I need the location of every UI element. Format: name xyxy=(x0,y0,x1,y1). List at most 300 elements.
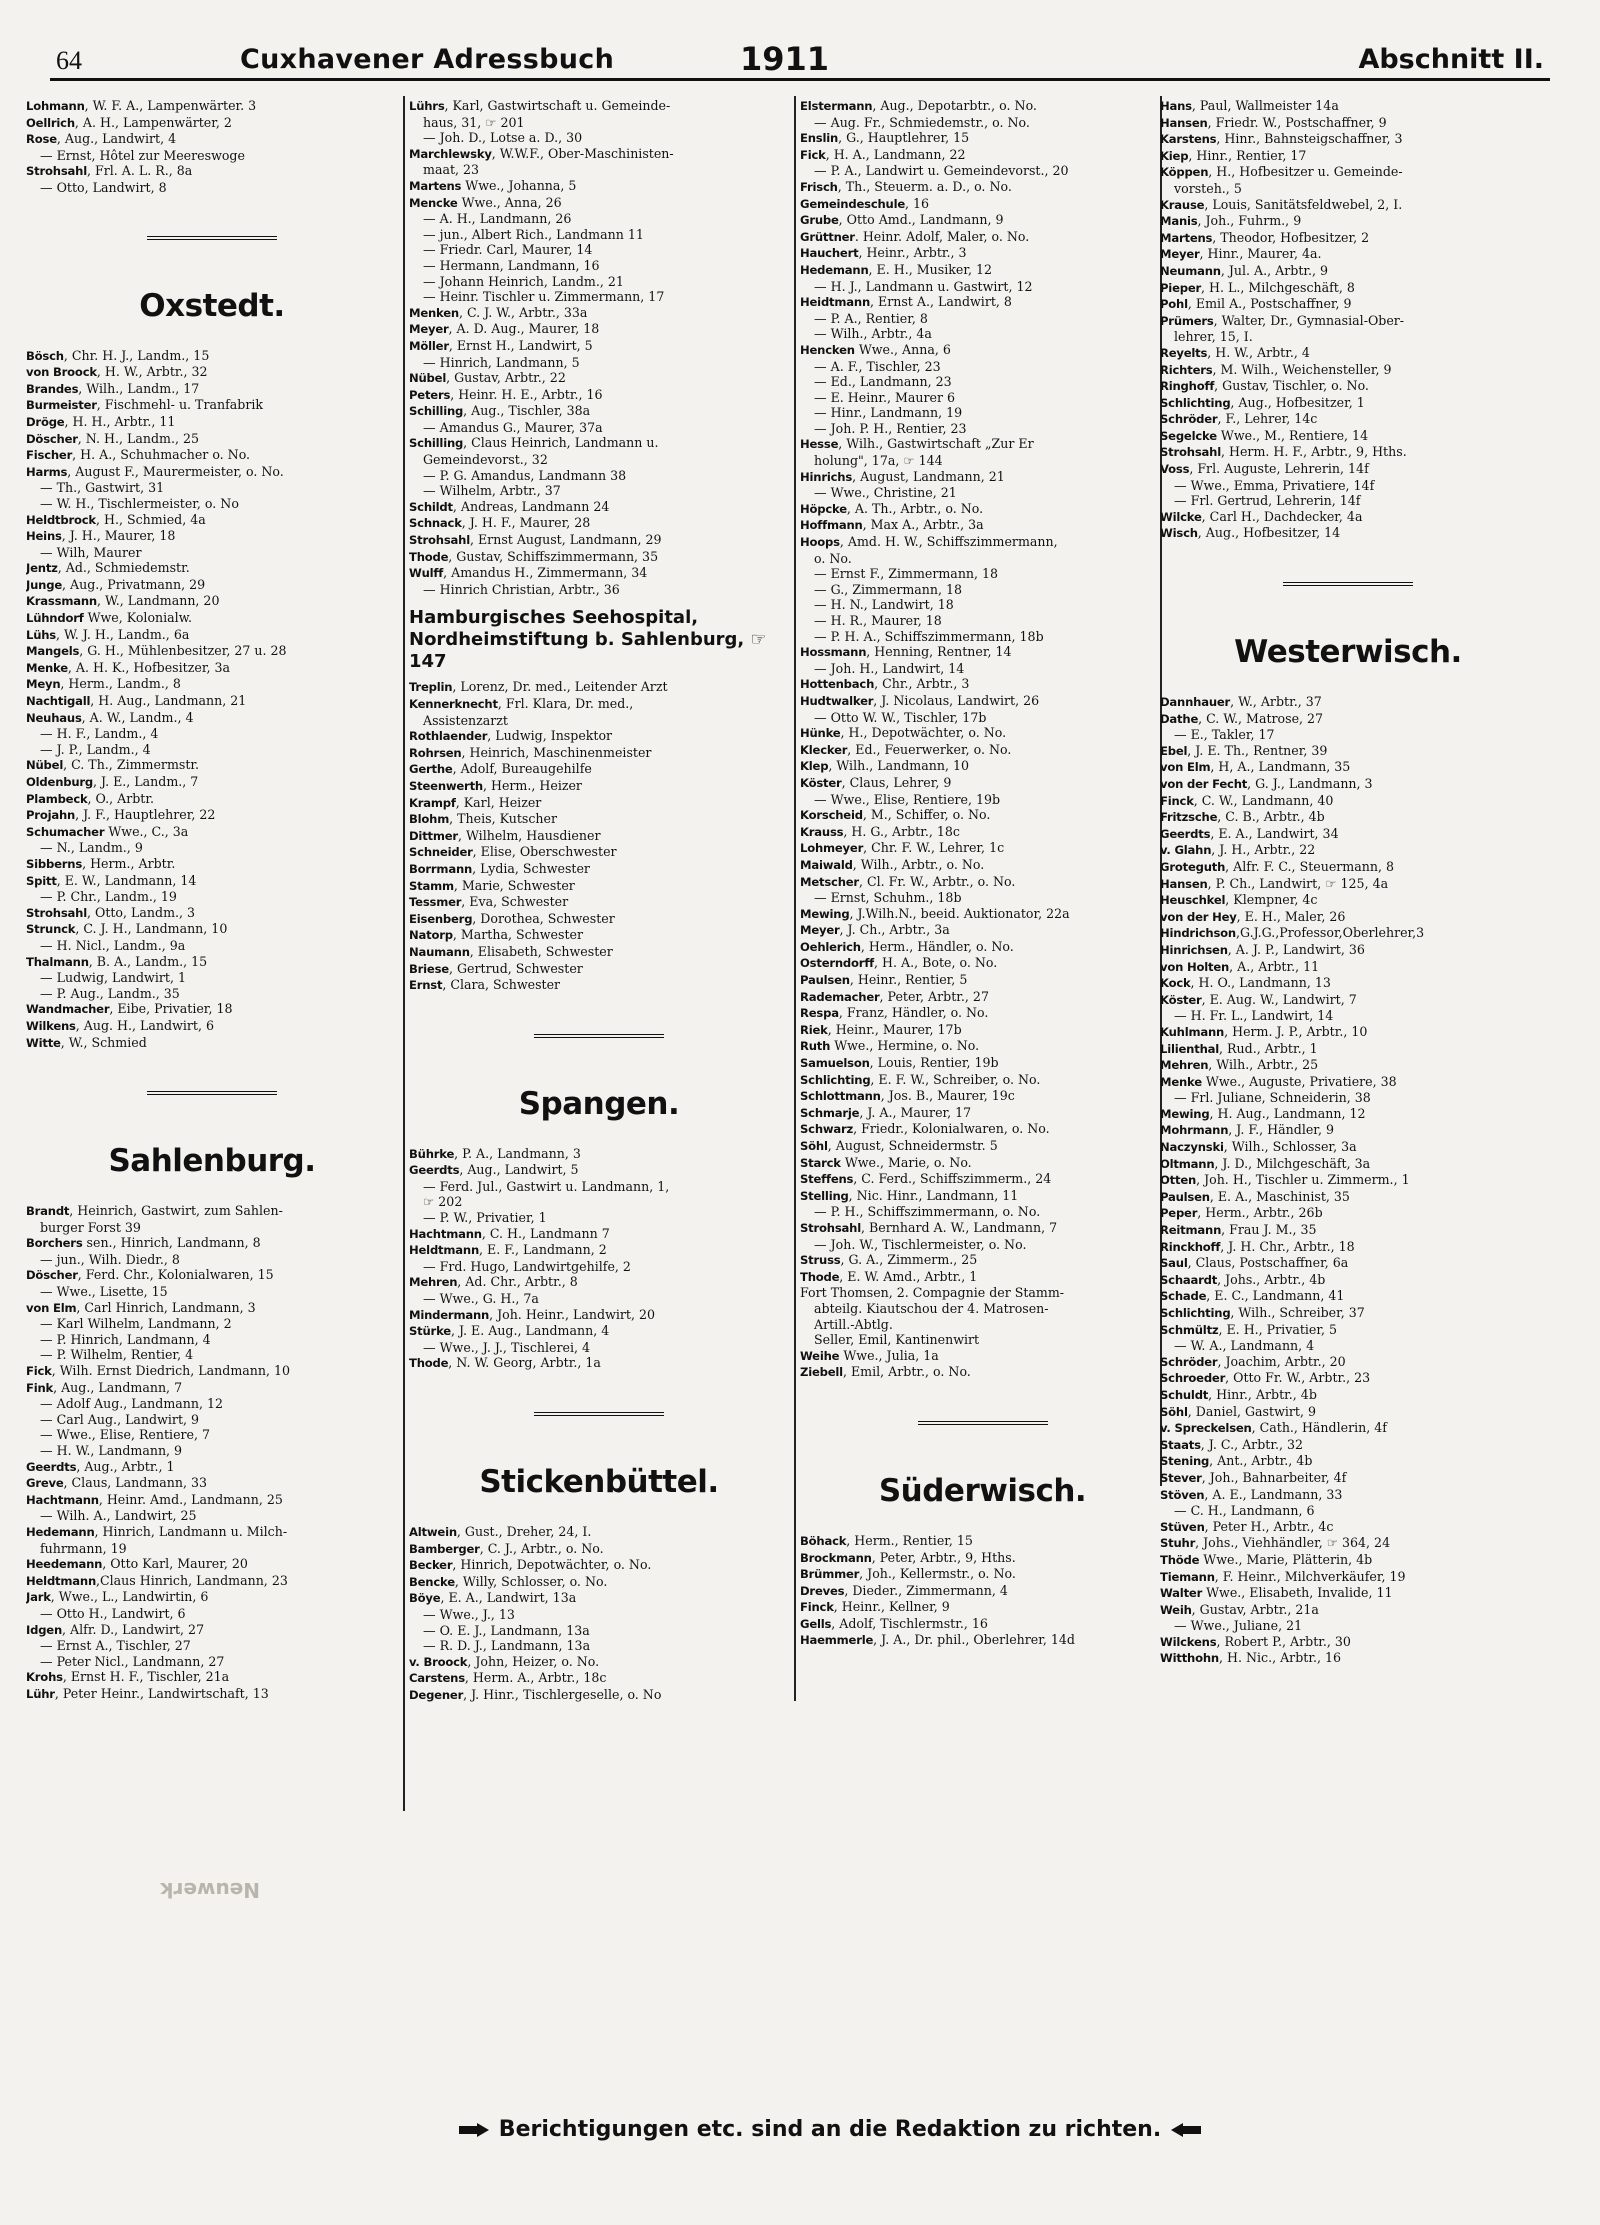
entry-surname: Fink xyxy=(26,1380,54,1395)
entry-details: — E. Heinr., Maurer 6 xyxy=(814,389,956,405)
entry-details: , A. W., Landm., 4 xyxy=(81,709,194,725)
column-divider xyxy=(794,96,796,1701)
directory-entry xyxy=(26,693,398,710)
entry-surname: Strohsahl xyxy=(800,1220,861,1235)
entry-details: , Jos. B., Maurer, 19c xyxy=(880,1088,1015,1104)
entry-surname: Schildt xyxy=(409,499,453,514)
entry-surname: Brandes xyxy=(26,381,79,396)
directory-entry xyxy=(1160,461,1536,478)
directory-entry xyxy=(1160,711,1536,728)
directory-entry xyxy=(1160,1437,1536,1454)
entry-details: , Daniel, Gastwirt, 9 xyxy=(1187,1403,1316,1419)
entry-surname: Köster xyxy=(1160,992,1202,1007)
entry-details: Wwe., Auguste, Privatiere, 38 xyxy=(1201,1073,1397,1089)
directory-entry xyxy=(800,758,1165,775)
directory-entry xyxy=(800,922,1165,939)
entry-details: , Aug., Depotarbtr., o. No. xyxy=(872,98,1037,113)
entry-surname: Meyn xyxy=(26,677,61,692)
directory-entry xyxy=(1160,1189,1536,1206)
directory-entry xyxy=(1160,1470,1536,1487)
directory-entry xyxy=(26,757,398,774)
directory-entry xyxy=(800,115,1165,131)
directory-entry xyxy=(26,905,398,922)
directory-entry xyxy=(409,811,789,828)
directory-entry xyxy=(1160,1503,1536,1519)
entry-details: , J.Wilh.N., beeid. Auktionator, 22a xyxy=(849,905,1070,921)
directory-entry xyxy=(1160,975,1536,992)
entry-details: , Martha, Schwester xyxy=(452,927,583,943)
entry-surname: Heins xyxy=(26,529,62,544)
entry-details: , Friedr. W., Postschaffner, 9 xyxy=(1207,114,1387,130)
entry-details: , H. O., Landmann, 13 xyxy=(1190,975,1331,991)
entry-details: , Aug. H., Landwirt, 6 xyxy=(75,1017,214,1033)
directory-entry xyxy=(1160,115,1536,132)
entry-surname: Degener xyxy=(409,1687,464,1702)
entry-details: — Aug. Fr., Schmiedemstr., o. No. xyxy=(814,114,1030,130)
directory-entry xyxy=(409,162,789,178)
directory-entry xyxy=(1160,525,1536,542)
entry-surname: Schlichting xyxy=(1160,395,1231,410)
entry-details: , Eibe, Privatier, 18 xyxy=(109,1001,233,1017)
entry-details: — G., Zimmermann, 18 xyxy=(814,581,963,597)
entry-surname: Finck xyxy=(800,1600,834,1615)
directory-entry xyxy=(1160,1387,1536,1404)
entry-surname: Voss xyxy=(1160,462,1190,477)
entry-details: — Otto W. W., Tischler, 17b xyxy=(814,709,987,725)
directory-entry xyxy=(26,921,398,938)
entry-surname: Hachtmann xyxy=(409,1226,482,1241)
directory-entry xyxy=(26,873,398,890)
entry-details: Wwe., Anna, 6 xyxy=(854,341,951,357)
directory-entry xyxy=(26,577,398,594)
directory-entry xyxy=(800,597,1165,613)
directory-entry xyxy=(800,890,1165,906)
directory-entry xyxy=(800,989,1165,1006)
entry-details: — Hinrich, Landmann, 5 xyxy=(423,354,580,370)
entry-surname: Tessmer xyxy=(409,895,462,910)
entry-details: , Joh. Heinr., Landwirt, 20 xyxy=(489,1306,656,1322)
directory-entry xyxy=(409,1541,789,1558)
entry-details: — Wwe., Christine, 21 xyxy=(814,485,957,501)
entry-details: — Wwe., J. J., Tischlerei, 4 xyxy=(423,1339,590,1355)
directory-entry xyxy=(26,1508,398,1524)
entry-surname: Ruth xyxy=(800,1039,831,1054)
entry-details: , J. E., Landm., 7 xyxy=(93,774,199,789)
entry-details: , H. Aug., Landmann, 12 xyxy=(1209,1105,1366,1121)
entry-surname: Hindrichson xyxy=(1160,926,1236,941)
entry-details: Wwe., Elisabeth, Invalide, 11 xyxy=(1202,1585,1393,1601)
entry-details: — jun., Albert Rich., Landmann 11 xyxy=(423,226,644,242)
entry-details: , Heinr., Arbtr., 3 xyxy=(858,245,967,261)
entry-surname: Meyer xyxy=(800,923,840,938)
directory-entry xyxy=(409,211,789,227)
entry-details: Wwe., Marie, Plätterin, 4b xyxy=(1199,1551,1373,1567)
entry-details: , Frl. Klara, Dr. med., xyxy=(497,696,634,711)
entry-surname: Thode xyxy=(409,1356,449,1371)
entry-surname: Sibberns xyxy=(26,856,83,871)
entry-surname: Mehren xyxy=(1160,1058,1209,1073)
entry-details: , Heinr., Kellner, 9 xyxy=(833,1599,950,1615)
directory-entry xyxy=(800,485,1165,501)
entry-details: , W.W.F., Ober-Maschinisten- xyxy=(491,145,674,161)
entry-surname: Wandmacher xyxy=(26,1002,110,1017)
directory-entry xyxy=(800,613,1165,629)
directory-entry xyxy=(800,1005,1165,1022)
directory-entry xyxy=(26,1363,398,1380)
entry-details: — Wwe., G. H., 7a xyxy=(423,1291,539,1307)
entry-surname: Marchlewsky xyxy=(409,146,492,161)
entry-details: Wwe., Julia, 1a xyxy=(839,1347,939,1363)
entry-surname: Hauchert xyxy=(800,246,859,261)
directory-entry xyxy=(409,1242,789,1259)
entry-details: , E. A., Maschinist, 35 xyxy=(1209,1188,1350,1204)
directory-entry xyxy=(409,1146,789,1163)
entry-details: Wwe., M., Rentiere, 14 xyxy=(1216,427,1369,443)
entry-details: , J. D., Milchgeschäft, 3a xyxy=(1214,1155,1371,1171)
directory-entry xyxy=(26,1412,398,1428)
entry-details: , J. H. F., Maurer, 28 xyxy=(461,515,591,531)
entry-surname: Samuelson xyxy=(800,1056,870,1071)
entry-surname: Oltmann xyxy=(1160,1156,1215,1171)
directory-entry xyxy=(409,565,789,582)
entry-details: — Joh. W., Tischlermeister, o. No. xyxy=(814,1236,1027,1252)
entry-details: , E. C., Landmann, 41 xyxy=(1206,1288,1345,1304)
entry-details: , Ed., Feuerwerker, o. No. xyxy=(847,741,1012,757)
entry-details: , Joh., Kellermstr., o. No. xyxy=(859,1566,1016,1582)
entry-details: , Aug., Tischler, 38a xyxy=(463,403,591,419)
directory-entry xyxy=(409,1274,789,1291)
entry-details: , Robert P., Arbtr., 30 xyxy=(1216,1633,1351,1649)
entry-details: , Alfr. F. C., Steuermann, 8 xyxy=(1225,858,1394,874)
directory-entry xyxy=(26,1396,398,1412)
directory-entry xyxy=(409,696,789,713)
entry-surname: Struss xyxy=(800,1253,841,1268)
directory-entry xyxy=(409,98,789,115)
entry-details: lehrer, 15, I. xyxy=(1174,329,1253,345)
entry-surname: Schaardt xyxy=(1160,1272,1218,1287)
entry-details: , Adolf, Tischlermstr., 16 xyxy=(831,1615,988,1631)
entry-surname: Naumann xyxy=(409,944,470,959)
place-heading: Oxstedt. xyxy=(26,236,398,326)
entry-details: , Hinrich, Landmann u. Milch- xyxy=(94,1523,288,1539)
entry-details: , Fischmehl- u. Tranfabrik xyxy=(96,397,264,413)
entry-surname: Möller xyxy=(409,338,449,353)
directory-entry xyxy=(409,178,789,195)
entry-surname: Krampf xyxy=(409,795,456,810)
directory-entry xyxy=(800,517,1165,534)
entry-details: , Elisabeth, Schwester xyxy=(469,943,613,959)
entry-details: , Marie, Schwester xyxy=(453,877,575,893)
directory-entry xyxy=(800,857,1165,874)
entry-details: , Louis, Sanitätsfeldwebel, 2, I. xyxy=(1204,196,1403,212)
entry-details: , J. A., Maurer, 17 xyxy=(859,1104,972,1120)
entry-surname: Lohmeyer xyxy=(800,841,864,856)
entry-surname: Neumann xyxy=(1160,263,1221,278)
entry-details: , Claus, Postschaffner, 6a xyxy=(1187,1255,1349,1271)
entry-surname: Lohmann xyxy=(26,99,85,113)
entry-surname: Hottenbach xyxy=(800,677,875,692)
entry-surname: Schade xyxy=(1160,1289,1207,1304)
entry-surname: Dittmer xyxy=(409,828,458,843)
entry-details: , Adolf, Bureaugehilfe xyxy=(452,761,592,777)
entry-details: Wwe., Anna, 26 xyxy=(457,194,562,210)
entry-surname: Groteguth xyxy=(1160,859,1226,874)
entry-details: , Ernst August, Landmann, 29 xyxy=(469,532,662,548)
directory-entry xyxy=(1160,759,1536,776)
directory-entry xyxy=(26,414,398,431)
entry-details: , Claus, Lehrer, 9 xyxy=(841,774,952,790)
entry-surname: Strohsahl xyxy=(26,164,87,179)
entry-surname: v. Glahn xyxy=(1160,843,1212,858)
entry-surname: Schroeder xyxy=(1160,1371,1226,1386)
place-heading: Süderwisch. xyxy=(800,1421,1165,1511)
entry-surname: Harms xyxy=(26,464,68,479)
entry-surname: Ringhoff xyxy=(1160,379,1215,394)
entry-details: , Heinr. H. E., Arbtr., 16 xyxy=(450,386,603,402)
entry-surname: Greve xyxy=(26,1476,64,1491)
entry-details: , Otto Karl, Maurer, 20 xyxy=(102,1556,248,1572)
directory-entry xyxy=(800,1105,1165,1122)
entry-surname: Manis xyxy=(1160,214,1198,229)
directory-entry xyxy=(800,1332,1165,1348)
entry-surname: Höpcke xyxy=(800,501,847,516)
entry-details: , C. B., Arbtr., 4b xyxy=(1217,809,1325,825)
directory-entry xyxy=(1160,1205,1536,1222)
entry-details: , Karl, Gastwirtschaft u. Gemeinde- xyxy=(444,98,671,113)
directory-entry xyxy=(409,778,789,795)
entry-details: , Peter Heinr., Landwirtschaft, 13 xyxy=(54,1685,269,1701)
entry-details: ,G.J.G.,Professor,Oberlehrer,3 xyxy=(1235,925,1425,941)
bleed-through-text: Neuwerk xyxy=(160,1878,260,1902)
entry-surname: Söhl xyxy=(800,1139,828,1153)
directory-entry xyxy=(409,115,789,131)
entry-surname: Rothlaender xyxy=(409,729,488,744)
directory-entry xyxy=(26,889,398,905)
entry-surname: Wisch xyxy=(1160,526,1198,541)
directory-entry xyxy=(1160,230,1536,247)
entry-details: Gemeindevorst., 32 xyxy=(423,452,548,468)
directory-entry xyxy=(26,512,398,529)
entry-surname: Stening xyxy=(1160,1454,1210,1469)
directory-entry xyxy=(26,364,398,381)
entry-surname: Wilkens xyxy=(26,1018,76,1033)
directory-entry xyxy=(409,499,789,516)
entry-details: , E. H., Musiker, 12 xyxy=(868,261,992,277)
entry-details: , Herm., Händler, o. No. xyxy=(860,938,1014,954)
entry-details: , Otto Fr. W., Arbtr., 23 xyxy=(1225,1370,1371,1386)
directory-entry xyxy=(800,1155,1165,1172)
directory-entry xyxy=(26,643,398,660)
entry-details: , W., Schmied xyxy=(60,1034,147,1050)
entry-details: , Theodor, Hofbesitzer, 2 xyxy=(1212,229,1370,245)
entry-details: — A. F., Tischler, 23 xyxy=(814,358,941,374)
directory-entry xyxy=(1160,313,1536,330)
directory-entry xyxy=(800,742,1165,759)
directory-entry xyxy=(1160,809,1536,826)
entry-details: burger Forst 39 xyxy=(40,1219,141,1235)
entry-surname: Pohl xyxy=(1160,297,1188,312)
entry-details: — Adolf Aug., Landmann, 12 xyxy=(40,1396,224,1412)
entry-surname: Schnack xyxy=(409,516,462,531)
entry-details: , Ernst A., Landwirt, 8 xyxy=(870,294,1012,310)
directory-entry xyxy=(800,534,1165,551)
entry-surname: Stuhr xyxy=(1160,1536,1196,1551)
entry-surname: Rohrsen xyxy=(409,745,462,760)
entry-details: , A. J. P., Landwirt, 36 xyxy=(1227,941,1365,957)
directory-entry xyxy=(26,954,398,971)
directory-entry xyxy=(409,1607,789,1623)
directory-entry xyxy=(409,745,789,762)
directory-entry xyxy=(800,939,1165,956)
directory-entry xyxy=(800,693,1165,710)
entry-details: , C. J. W., Arbtr., 33a xyxy=(458,304,588,320)
entry-details: , E. F. W., Schreiber, o. No. xyxy=(870,1071,1041,1087)
entry-surname: Segelcke xyxy=(1160,428,1217,443)
entry-surname: Klecker xyxy=(800,742,848,757)
entry-details: , J. Ch., Arbtr., 3a xyxy=(839,922,950,938)
entry-details: , Heinr. Amd., Landmann, 25 xyxy=(98,1491,283,1507)
directory-entry xyxy=(409,452,789,468)
entry-details: , Max A., Arbtr., 3a xyxy=(862,517,984,533)
entry-surname: Geerdts xyxy=(409,1163,460,1178)
directory-entry xyxy=(1160,1354,1536,1371)
directory-entry xyxy=(800,342,1165,359)
entry-surname: Lühndorf xyxy=(26,611,84,626)
entry-details: , Friedr., Kolonialwaren, o. No. xyxy=(853,1121,1050,1137)
entry-details: — H. R., Maurer, 18 xyxy=(814,613,942,628)
directory-entry xyxy=(26,1622,398,1639)
entry-details: — Wwe., Juliane, 21 xyxy=(1174,1618,1303,1634)
directory-entry xyxy=(1160,892,1536,909)
entry-details: , Peter, Arbtr., 9, Hths. xyxy=(871,1549,1016,1565)
entry-surname: Treplin xyxy=(409,680,453,695)
directory-entry xyxy=(409,1590,789,1607)
directory-entry xyxy=(26,545,398,561)
directory-entry xyxy=(1160,1650,1536,1667)
directory-entry xyxy=(409,549,789,566)
directory-entry xyxy=(409,289,789,305)
entry-surname: Peper xyxy=(1160,1206,1198,1221)
entry-surname: Borrmann xyxy=(409,861,473,876)
entry-details: , Ernst H. F., Tischler, 21a xyxy=(62,1669,230,1685)
entry-surname: Dreves xyxy=(800,1583,845,1598)
entry-details: Wwe., Marie, o. No. xyxy=(840,1154,972,1170)
directory-entry xyxy=(26,1300,398,1317)
directory-entry xyxy=(26,1235,398,1252)
entry-details: holung", 17a, ☞ 144 xyxy=(814,453,943,469)
entry-details: , Herm., Heizer xyxy=(482,777,582,793)
directory-entry xyxy=(409,420,789,436)
entry-details: , Chr. H. J., Landm., 15 xyxy=(63,347,210,363)
entry-details: , G. J., Landmann, 3 xyxy=(1247,776,1373,791)
entry-details: , August, Schneidermstr. 5 xyxy=(827,1138,998,1153)
entry-details: , C. Th., Zimmermstr. xyxy=(63,757,200,773)
directory-entry xyxy=(26,381,398,398)
entry-surname: Hedemann xyxy=(800,262,869,277)
entry-surname: Otten xyxy=(1160,1173,1197,1188)
entry-surname: Lührs xyxy=(409,99,445,113)
entry-surname: Brandt xyxy=(26,1204,70,1219)
directory-entry xyxy=(409,828,789,845)
entry-surname: Schröder xyxy=(1160,1354,1218,1369)
directory-entry xyxy=(800,469,1165,486)
directory-entry xyxy=(409,1638,789,1654)
entry-details: , Cath., Händlerin, 4f xyxy=(1251,1420,1387,1436)
directory-entry xyxy=(800,229,1165,246)
entry-details: , W. F. A., Lampenwärter. 3 xyxy=(84,98,257,113)
entry-details: ,Claus Hinrich, Landmann, 23 xyxy=(96,1572,288,1588)
entry-details: — Ed., Landmann, 23 xyxy=(814,374,952,390)
directory-entry xyxy=(26,627,398,644)
entry-details: — Joh. H., Landwirt, 14 xyxy=(814,660,965,676)
column-divider xyxy=(403,96,405,1811)
entry-details: , Joachim, Arbtr., 20 xyxy=(1217,1353,1346,1369)
directory-entry xyxy=(800,1038,1165,1055)
entry-surname: Rinckhoff xyxy=(1160,1239,1221,1254)
entry-surname: Carstens xyxy=(409,1671,465,1686)
directory-entry xyxy=(409,355,789,371)
directory-entry xyxy=(409,944,789,961)
directory-entry xyxy=(26,1332,398,1348)
directory-entry xyxy=(800,326,1165,342)
directory-entry xyxy=(26,560,398,577)
entry-details: sen., Hinrich, Landmann, 8 xyxy=(82,1235,261,1251)
entry-details: , Franz, Händler, o. No. xyxy=(838,1005,989,1021)
entry-surname: Gells xyxy=(800,1616,832,1631)
directory-entry xyxy=(800,1269,1165,1286)
entry-details: Wwe., C., 3a xyxy=(104,823,189,839)
entry-surname: Steffens xyxy=(800,1172,854,1187)
entry-details: Seller, Emil, Kantinenwirt xyxy=(814,1332,980,1348)
entry-surname: Böye xyxy=(409,1591,441,1606)
directory-entry xyxy=(26,610,398,627)
entry-details: . Heinr. Adolf, Maler, o. No. xyxy=(854,228,1030,244)
entry-surname: Projahn xyxy=(26,808,76,823)
entry-details: , W., Arbtr., 37 xyxy=(1230,694,1322,710)
entry-surname: Maiwald xyxy=(800,857,853,872)
entry-details: , A. H. K., Hofbesitzer, 3a xyxy=(67,659,230,675)
entry-details: — Wwe., Elise, Rentiere, 19b xyxy=(814,791,1001,807)
entry-details: , Herm. J. P., Arbtr., 10 xyxy=(1224,1023,1368,1039)
entry-surname: Kock xyxy=(1160,976,1191,991)
directory-entry xyxy=(26,970,398,986)
entry-details: — Friedr. Carl, Maurer, 14 xyxy=(423,242,593,258)
entry-details: , O., Arbtr. xyxy=(87,790,155,806)
directory-entry xyxy=(26,710,398,727)
directory-entry xyxy=(409,878,789,895)
entry-details: , Joh., Fuhrm., 9 xyxy=(1197,213,1302,229)
directory-entry xyxy=(26,840,398,856)
entry-surname: Mohrmann xyxy=(1160,1123,1229,1138)
entry-surname: Thöde xyxy=(1160,1552,1200,1567)
entry-surname: Borchers xyxy=(26,1236,83,1251)
entry-details: , H. L., Milchgeschäft, 8 xyxy=(1201,279,1355,295)
entry-surname: Saul xyxy=(1160,1256,1188,1271)
directory-entry xyxy=(1160,263,1536,280)
entry-details: , F., Lehrer, 14c xyxy=(1217,411,1318,427)
directory-entry xyxy=(409,861,789,878)
entry-details: , Herm., Arbtr. xyxy=(82,855,176,871)
directory-entry xyxy=(1160,1305,1536,1322)
entry-details: — Wilh, Maurer xyxy=(40,544,142,560)
directory-entry xyxy=(1160,395,1536,412)
directory-entry xyxy=(26,1252,398,1268)
entry-details: Assistenzarzt xyxy=(423,712,508,728)
entry-details: , Hinr., Bahnsteigschaffner, 3 xyxy=(1216,131,1403,147)
entry-details: , H. G., Arbtr., 18c xyxy=(843,823,960,839)
entry-details: — Joh. D., Lotse a. D., 30 xyxy=(423,130,583,146)
page-number: 64 xyxy=(56,46,82,75)
